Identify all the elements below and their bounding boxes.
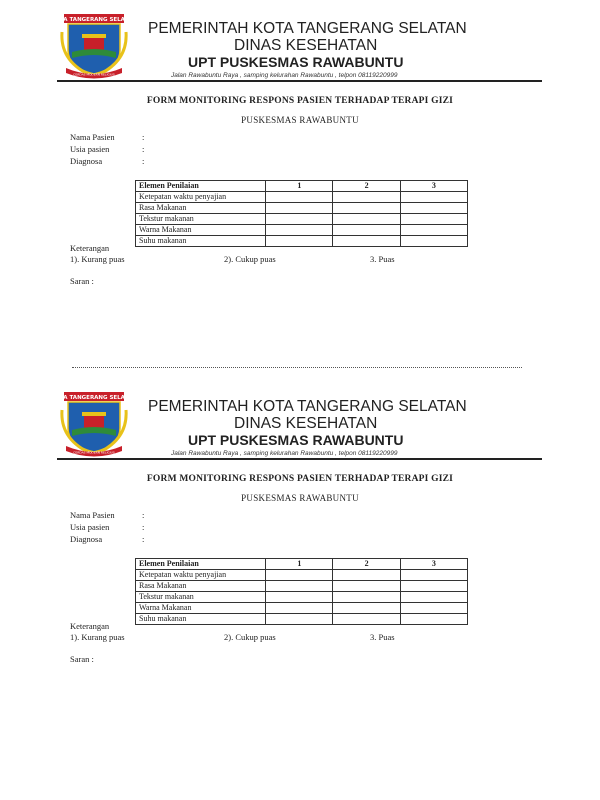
field-colon: : [142,510,145,520]
rating-cell[interactable] [333,603,400,614]
letterhead-line-2: DINAS KESEHATAN [234,415,378,432]
rating-cell[interactable] [333,214,400,225]
letterhead-rule [57,458,542,460]
field-label: Nama Pasien [70,132,115,142]
field-colon: : [142,522,145,532]
table-header: 1 [266,181,333,192]
form-copy-2 [0,378,600,748]
rating-cell[interactable] [400,570,467,581]
table-row [136,203,468,214]
patient-fields [70,509,152,545]
rating-cell[interactable] [266,581,333,592]
patient-fields [70,131,152,167]
field-label: Usia pasien [70,522,110,532]
rating-cell[interactable] [333,192,400,203]
table-row [136,214,468,225]
legend-option-3: 3. Puas [370,632,395,642]
field-row[interactable] [70,533,152,545]
form-title: FORM MONITORING RESPONS PASIEN TERHADAP TERAPI GIZI [146,474,454,484]
rating-cell[interactable] [266,614,333,625]
rating-cell[interactable] [400,203,467,214]
rating-cell[interactable] [333,570,400,581]
field-row[interactable] [70,143,152,155]
letterhead-line-3: UPT PUSKESMAS RAWABUNTU [188,432,404,448]
svg-text:CERDAS MODERN RELIGIUS: CERDAS MODERN RELIGIUS [73,72,115,77]
table-cell-label: Tekstur makanan [136,214,266,225]
table-cell-label: Rasa Makanan [136,581,266,592]
table-cell-label: Warna Makanan [136,225,266,236]
table-cell-label: Suhu makanan [136,236,266,247]
table-header: 3 [400,559,467,570]
rating-cell[interactable] [333,203,400,214]
rating-cell[interactable] [400,603,467,614]
rating-cell[interactable] [266,203,333,214]
svg-text:CERDAS MODERN RELIGIUS: CERDAS MODERN RELIGIUS [73,450,115,455]
rating-cell[interactable] [266,570,333,581]
form-subtitle: PUSKESMAS RAWABUNTU [241,115,359,125]
assessment-table [135,180,468,247]
table-header: 1 [266,559,333,570]
svg-text:KOTA TANGERANG SELATAN: KOTA TANGERANG SELATAN [51,17,137,23]
table-cell-label: Ketepatan waktu penyajian [136,570,266,581]
legend-option-1: 1). Kurang puas [70,254,125,264]
table-cell-label: Rasa Makanan [136,203,266,214]
legend-option-2: 2). Cukup puas [224,632,276,642]
rating-cell[interactable] [333,236,400,247]
table-row [136,192,468,203]
letterhead [148,398,528,459]
rating-cell[interactable] [333,592,400,603]
rating-cell[interactable] [266,236,333,247]
assessment-table [135,558,468,625]
table-header: Elemen Penilaian [136,181,266,192]
form-subtitle: PUSKESMAS RAWABUNTU [241,493,359,503]
city-emblem-icon [51,12,137,80]
rating-cell[interactable] [400,592,467,603]
rating-cell[interactable] [333,614,400,625]
saran-field[interactable]: Saran : [70,276,94,286]
field-label: Nama Pasien [70,510,115,520]
table-row [136,581,468,592]
rating-cell[interactable] [266,603,333,614]
rating-cell[interactable] [333,581,400,592]
rating-cell[interactable] [400,225,467,236]
field-row[interactable] [70,155,152,167]
table-row [136,603,468,614]
table-header: 2 [333,559,400,570]
table-row [136,592,468,603]
field-row[interactable] [70,131,152,143]
cut-line-divider [72,367,522,368]
rating-cell[interactable] [266,225,333,236]
legend-option-2: 2). Cukup puas [224,254,276,264]
keterangan-label: Keterangan [70,243,110,253]
field-label: Diagnosa [70,156,103,166]
table-header-row [136,559,468,570]
legend-option-3: 3. Puas [370,254,395,264]
rating-cell[interactable] [266,214,333,225]
keterangan-label: Keterangan [70,621,110,631]
table-cell-label: Suhu makanan [136,614,266,625]
field-label: Diagnosa [70,534,103,544]
letterhead-line-1: PEMERINTAH KOTA TANGERANG SELATAN [148,398,467,415]
table-cell-label: Tekstur makanan [136,592,266,603]
table-row [136,614,468,625]
table-row [136,570,468,581]
letterhead-line-2: DINAS KESEHATAN [234,37,378,54]
table-header: 2 [333,181,400,192]
table-row [136,236,468,247]
field-colon: : [142,156,145,166]
rating-cell[interactable] [400,614,467,625]
letterhead-line-1: PEMERINTAH KOTA TANGERANG SELATAN [148,20,467,37]
table-header: 3 [400,181,467,192]
letterhead-address: Jalan Rawabuntu Raya , samping kelurahan Rawabuntu , telpon 08119220999 [171,450,398,457]
rating-cell[interactable] [400,192,467,203]
rating-cell[interactable] [333,225,400,236]
field-colon: : [142,132,145,142]
rating-cell[interactable] [400,581,467,592]
legend-option-1: 1). Kurang puas [70,632,125,642]
letterhead-address: Jalan Rawabuntu Raya , samping kelurahan Rawabuntu , telpon 08119220999 [171,72,398,79]
field-label: Usia pasien [70,144,110,154]
field-row[interactable] [70,509,152,521]
city-emblem-icon [51,390,137,458]
table-header-row [136,181,468,192]
table-row [136,225,468,236]
letterhead-rule [57,80,542,82]
table-cell-label: Ketepatan waktu penyajian [136,192,266,203]
rating-cell[interactable] [400,236,467,247]
form-copy-1 [0,0,600,370]
rating-cell[interactable] [400,214,467,225]
form-title: FORM MONITORING RESPONS PASIEN TERHADAP TERAPI GIZI [146,96,454,106]
table-cell-label: Warna Makanan [136,603,266,614]
field-colon: : [142,144,145,154]
letterhead-line-3: UPT PUSKESMAS RAWABUNTU [188,54,404,70]
table-header: Elemen Penilaian [136,559,266,570]
field-colon: : [142,534,145,544]
rating-cell[interactable] [266,592,333,603]
saran-field[interactable]: Saran : [70,654,94,664]
svg-text:KOTA TANGERANG SELATAN: KOTA TANGERANG SELATAN [51,395,137,401]
rating-cell[interactable] [266,192,333,203]
field-row[interactable] [70,521,152,533]
letterhead [148,20,528,81]
